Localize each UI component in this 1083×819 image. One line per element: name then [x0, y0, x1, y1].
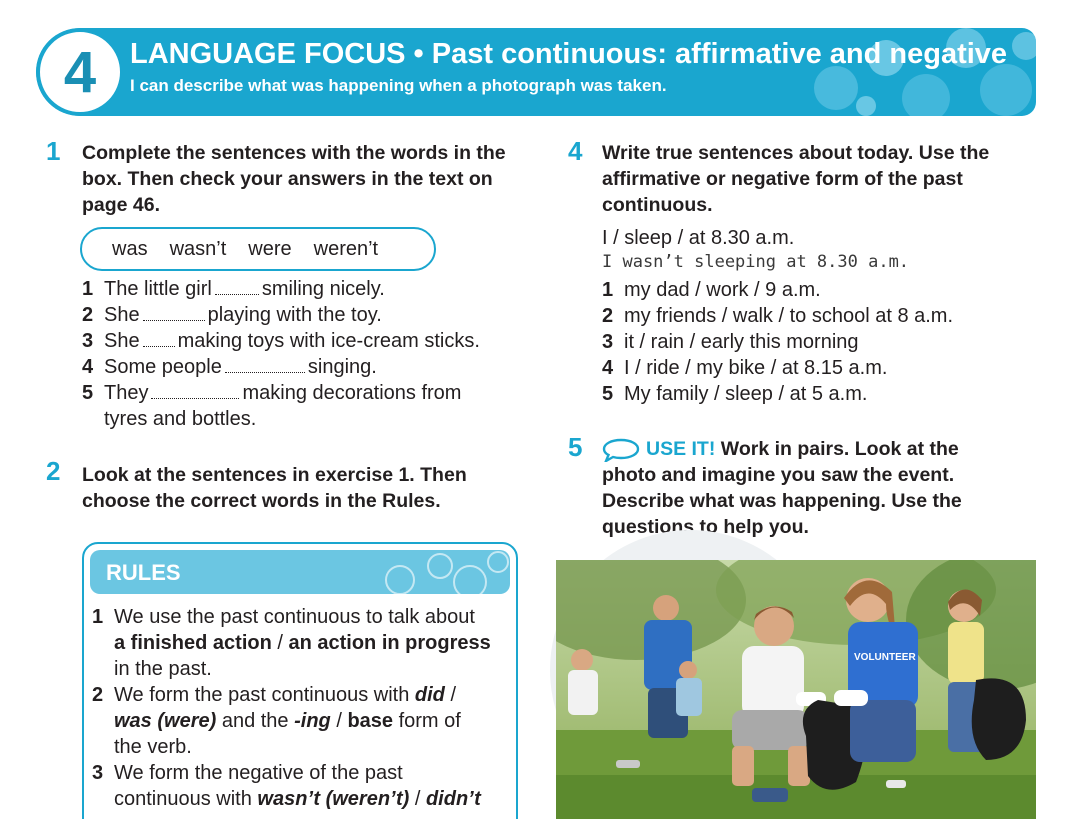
- word-option: were: [248, 237, 292, 260]
- rule-3-options: [92, 786, 481, 812]
- rule-text: form of: [393, 710, 461, 732]
- exercise-4-item-4: [602, 355, 887, 381]
- rule-1: [92, 604, 475, 630]
- instruction-text: Work in pairs. Look at the: [720, 438, 959, 460]
- rule-text: We form the negative of the past: [114, 762, 403, 784]
- item-number: 2: [82, 304, 94, 326]
- use-it-label: USE IT!: [646, 438, 716, 460]
- unit-number: 4: [63, 39, 97, 105]
- answer-blank[interactable]: [143, 331, 175, 347]
- exercise-1-item-2: [82, 302, 382, 328]
- sentence-end: smiling nicely.: [261, 278, 385, 300]
- rule-number: 3: [92, 762, 104, 784]
- rule-2: [92, 682, 456, 708]
- word-box: [80, 227, 436, 271]
- rule-option[interactable]: -ing: [294, 710, 331, 732]
- exercise-1-item-4: [82, 354, 377, 380]
- item-text: my dad / work / 9 a.m.: [624, 279, 821, 301]
- exercise-1-item-5: [82, 380, 461, 406]
- item-number: 5: [82, 382, 94, 404]
- instruction-line: Complete the sentences with the words in the: [82, 142, 506, 164]
- item-number: 5: [602, 383, 614, 405]
- exercise-4-item-1: [602, 277, 821, 303]
- exercise-1-item-1: [82, 276, 385, 302]
- instruction-line: questions to help you.: [602, 516, 809, 538]
- instruction-line: Look at the sentences in exercise 1. Then: [82, 464, 467, 486]
- answer-blank[interactable]: [225, 357, 305, 373]
- exercise-4-instruction: [602, 140, 989, 218]
- instruction-line: photo and imagine you saw the event.: [602, 464, 955, 486]
- sentence-start: Some people: [104, 356, 222, 378]
- instruction-line: choose the correct words in the Rules.: [82, 490, 441, 512]
- rule-option[interactable]: wasn’t (weren’t): [257, 788, 410, 810]
- rule-text: We form the past continuous with: [114, 684, 415, 706]
- rule-option[interactable]: an action in progress: [288, 632, 491, 654]
- exercise-4-item-3: [602, 329, 859, 355]
- example-prompt: I / sleep / at 8.30 a.m.: [602, 227, 795, 249]
- answer-blank[interactable]: [143, 305, 205, 321]
- unit-number-badge: [36, 28, 124, 116]
- exercise-5-number: 5: [568, 432, 583, 462]
- separator: /: [444, 684, 457, 706]
- sentence-end: making toys with ice-cream sticks.: [177, 330, 480, 352]
- instruction-line: box. Then check your answers in the text on: [82, 168, 493, 190]
- item-number: 1: [82, 278, 94, 300]
- item-text: I / ride / my bike / at 8.15 a.m.: [624, 357, 888, 379]
- item-number: 3: [82, 330, 94, 352]
- rule-option[interactable]: didn’t: [425, 788, 481, 810]
- example-answer: I wasn’t sleeping at 8.30 a.m.: [602, 252, 910, 272]
- item-text: My family / sleep / at 5 a.m.: [624, 383, 868, 405]
- instruction-line: affirmative or negative form of the past: [602, 168, 963, 190]
- page-subtitle: I can describe what was happening when a photograph was taken.: [130, 76, 667, 95]
- rules-header: [90, 550, 510, 594]
- exercise-1-number: 1: [46, 136, 61, 166]
- instruction-line: Describe what was happening. Use the: [602, 490, 962, 512]
- shirt-text: VOLUNTEER: [854, 652, 916, 663]
- rule-text: We use the past continuous to talk about: [114, 606, 475, 628]
- word-option: was: [112, 237, 148, 260]
- item-number: 2: [602, 305, 614, 327]
- exercise-2-number: 2: [46, 456, 61, 486]
- rule-text: continuous with: [114, 788, 258, 810]
- speech-bubble-icon: [602, 438, 640, 462]
- exercise-1-item-3: [82, 328, 480, 354]
- rule-option[interactable]: was (were): [114, 710, 217, 732]
- rule-option[interactable]: base: [347, 710, 394, 732]
- rule-option[interactable]: a finished action: [114, 632, 272, 654]
- rules-box: [82, 542, 518, 819]
- item-number: 3: [602, 331, 614, 353]
- rule-text: and the: [216, 710, 295, 732]
- rule-number: 1: [92, 606, 104, 628]
- exercise-1-item-5-continued: tyres and bottles.: [104, 408, 257, 430]
- separator: /: [330, 710, 348, 732]
- rule-number: 2: [92, 684, 104, 706]
- rule-3: [92, 760, 403, 786]
- item-text: it / rain / early this morning: [624, 331, 859, 353]
- item-text: my friends / walk / to school at 8 a.m.: [624, 305, 954, 327]
- rules-title: RULES: [106, 560, 181, 585]
- separator: /: [271, 632, 289, 654]
- instruction-line: page 46.: [82, 194, 161, 216]
- rule-2-options: [92, 708, 461, 734]
- exercise-2-instruction: [82, 462, 467, 514]
- exercise-1-instruction: [82, 140, 506, 218]
- exercise-4-item-5: [602, 381, 867, 407]
- sentence-start: She: [104, 304, 140, 326]
- sentence-end: singing.: [307, 356, 377, 378]
- sentence-start: The little girl: [104, 278, 212, 300]
- sentence-start: They: [104, 382, 149, 404]
- item-number: 4: [602, 357, 614, 379]
- instruction-line: Write true sentences about today. Use the: [602, 142, 990, 164]
- rule-2-end: the verb.: [114, 736, 192, 758]
- answer-blank[interactable]: [215, 279, 259, 295]
- separator: /: [409, 788, 426, 810]
- exercise-4-item-2: [602, 303, 953, 329]
- answer-blank[interactable]: [151, 383, 239, 399]
- rule-1-options: [92, 630, 491, 656]
- exercise-4-number: 4: [568, 136, 583, 166]
- item-number: 4: [82, 356, 94, 378]
- item-number: 1: [602, 279, 614, 301]
- page-title: LANGUAGE FOCUS • Past continuous: affirmative and negative: [130, 38, 1008, 70]
- instruction-line: continuous.: [602, 194, 713, 216]
- sentence-end: making decorations from: [242, 382, 462, 404]
- sentence-start: She: [104, 330, 140, 352]
- volunteers-photo: [556, 560, 1036, 819]
- header-banner: [36, 28, 1036, 116]
- instruction-line: [602, 436, 962, 462]
- word-option: wasn’t: [169, 237, 227, 260]
- rule-option[interactable]: did: [414, 684, 445, 706]
- decorative-bubbles: [370, 550, 510, 594]
- rule-1-end: in the past.: [114, 658, 212, 680]
- word-option: weren’t: [313, 237, 379, 260]
- sentence-end: playing with the toy.: [207, 304, 382, 326]
